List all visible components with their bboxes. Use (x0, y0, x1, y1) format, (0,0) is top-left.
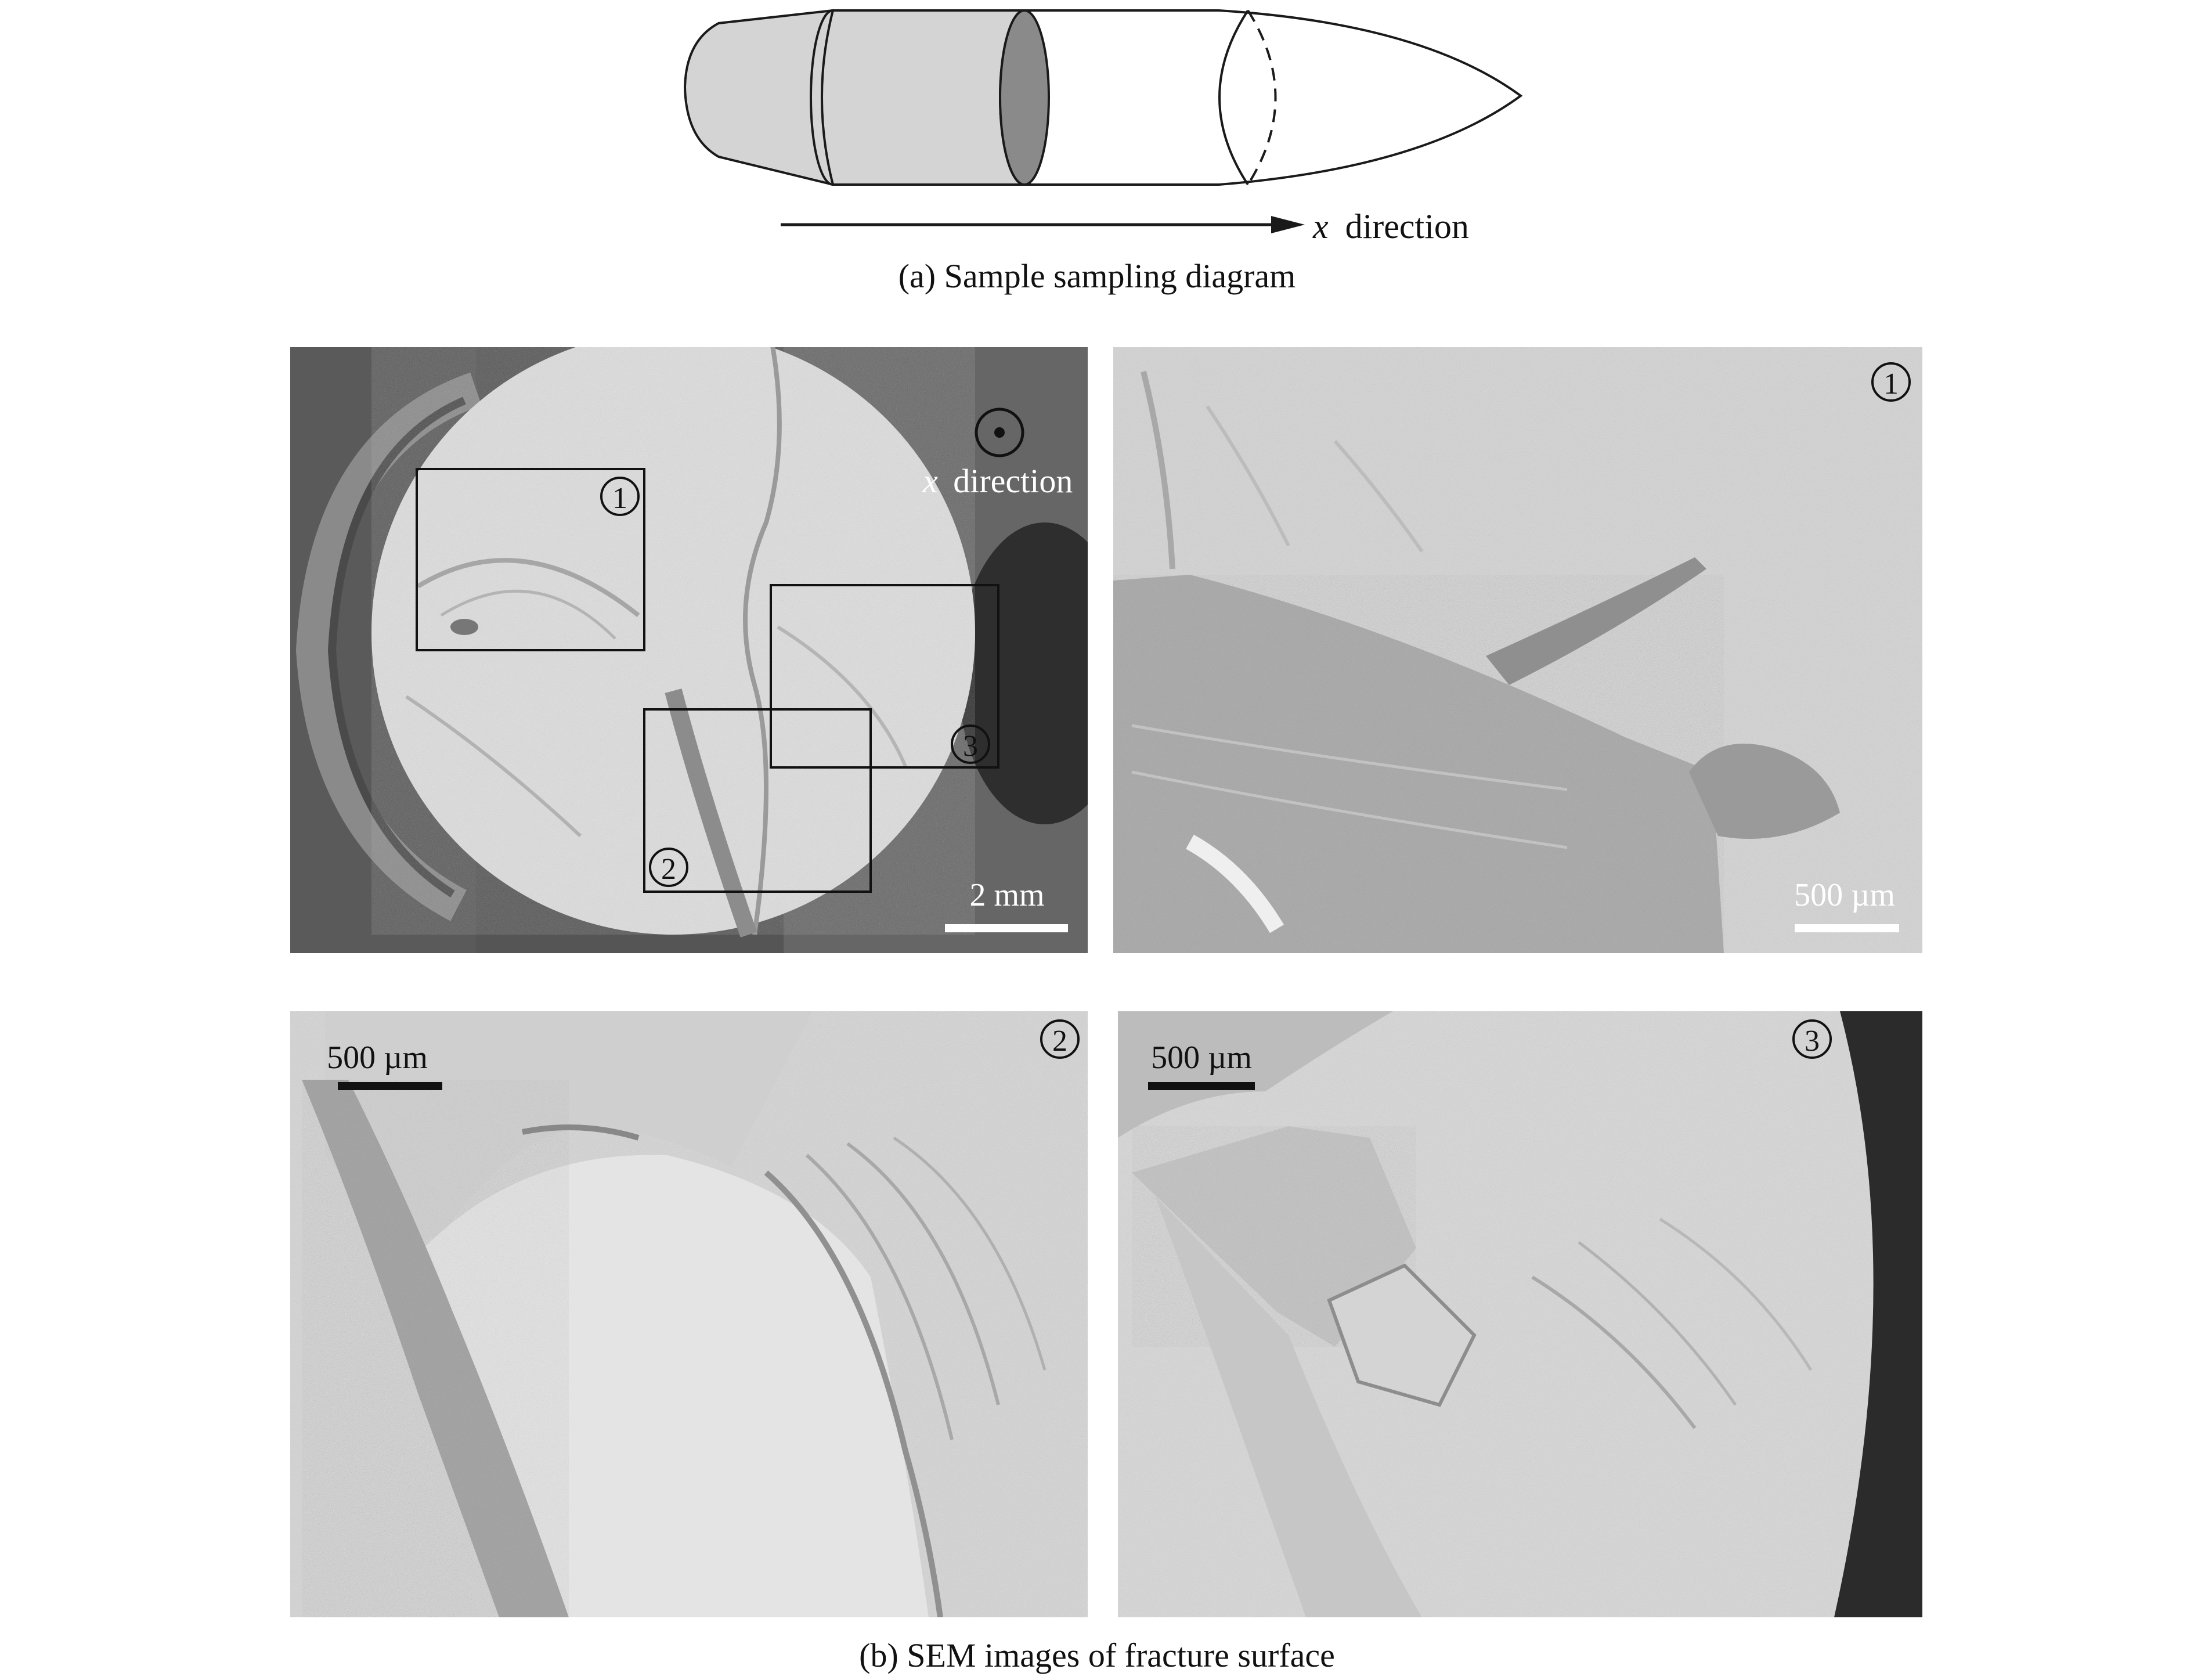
svg-text:3: 3 (1805, 1025, 1820, 1058)
caption-a: (a) Sample sampling diagram (898, 257, 1296, 295)
panel-3-scale-bar (1148, 1082, 1255, 1090)
overview-scale-bar (945, 924, 1068, 932)
svg-text:3: 3 (963, 730, 978, 763)
svg-text:2: 2 (1052, 1025, 1067, 1058)
panel-2-scale-label: 500 µm (327, 1040, 428, 1076)
svg-text:2: 2 (661, 853, 676, 886)
svg-text:1: 1 (612, 482, 627, 515)
sample-front-outline (1024, 10, 1521, 185)
caption-b: (b) SEM images of fracture surface (859, 1636, 1335, 1674)
x-direction-label: x direction (1313, 207, 1469, 246)
sample-diagram (685, 10, 1521, 246)
sem-overview-panel (290, 331, 1132, 953)
sem-panel-1 (1113, 347, 1922, 953)
overview-x-direction-label: x direction (923, 462, 1073, 500)
panel-3-scale-label: 500 µm (1151, 1040, 1252, 1076)
panel-1-scale-bar (1795, 924, 1899, 932)
sem-panel-3 (1118, 1011, 1922, 1617)
overview-scale-label: 2 mm (969, 877, 1045, 913)
sample-cylinder-body (833, 10, 1024, 185)
panel-2-scale-bar (338, 1082, 442, 1090)
sem-panel-2 (290, 1011, 1088, 1617)
panel-1-scale-label: 500 µm (1794, 877, 1895, 913)
svg-text:1: 1 (1883, 367, 1899, 401)
